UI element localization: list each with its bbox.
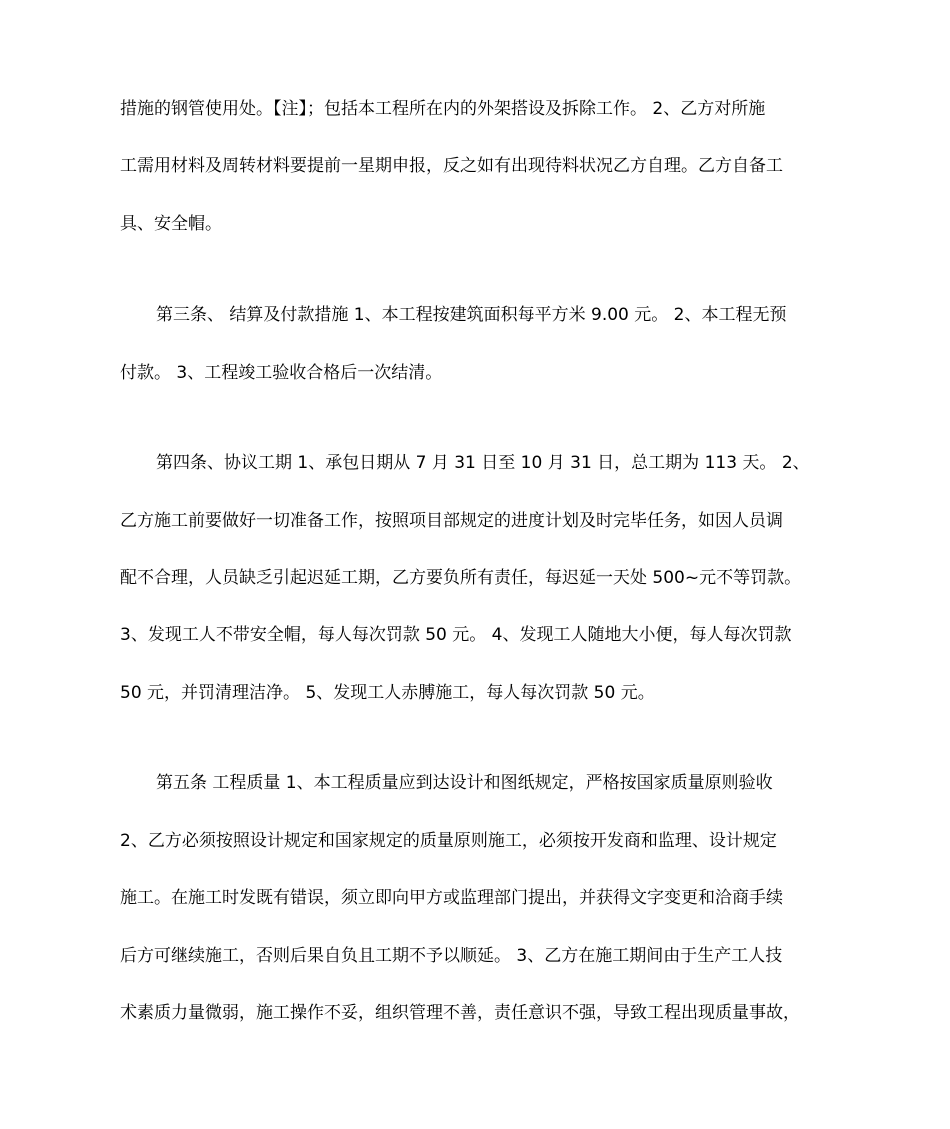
text-line [0, 942, 950, 970]
line-text: 50 元，并罚清理洁净。 5、发现工人赤膊施工，每人每次罚款 50 元。 [120, 683, 655, 703]
line-text: 配不合理，人员缺乏引起迟延工期，乙方要负所有责任，每迟延一天处 500~元不等罚款。 [120, 568, 802, 588]
line-text: 3、发现工人不带安全帽，每人每次罚款 50 元。 4、发现工人随地大小便，每人每次罚款 [120, 625, 792, 645]
text-line [0, 301, 950, 329]
line-text: 具、安全帽。 [120, 214, 222, 234]
line-text: 术素质力量微弱，施工操作不妥，组织管理不善，责任意识不强，导致工程出现质量事故， [120, 1003, 800, 1023]
line-text: 第五条 工程质量 1、本工程质量应到达设计和图纸规定，严格按国家质量原则验收 [156, 773, 773, 793]
text-line [0, 449, 950, 477]
line-text: 措施的钢管使用处。【注】；包括本工程所在内的外架搭设及拆除工作。 2、乙方对所施 [120, 99, 766, 119]
line-text: 工需用材料及周转材料要提前一星期申报，反之如有出现待料状况乙方自理。乙方自备工 [120, 156, 783, 176]
text-line [0, 152, 950, 180]
line-text: 乙方施工前要做好一切准备工作，按照项目部规定的进度计划及时完毕任务，如因人员调 [120, 511, 783, 531]
text-line [0, 679, 950, 707]
text-line [0, 210, 950, 238]
text-line [0, 884, 950, 912]
text-line [0, 507, 950, 535]
text-line [0, 999, 950, 1027]
text-line [0, 95, 950, 123]
text-line [0, 769, 950, 797]
line-text: 后方可继续施工，否则后果自负且工期不予以顺延。 3、乙方在施工期间由于生产工人技 [120, 946, 783, 966]
line-text: 第四条、协议工期 1、承包日期从 7 月 31 日至 10 月 31 日，总工期为 113 天。 2、 [156, 453, 810, 473]
text-line [0, 564, 950, 592]
line-text: 付款。 3、工程竣工验收合格后一次结清。 [120, 363, 443, 383]
line-text: 第三条、 结算及付款措施 1、本工程按建筑面积每平方米 9.00 元。 2、本工程无预 [156, 305, 787, 325]
line-text: 施工。在施工时发既有错误，须立即向甲方或监理部门提出，并获得文字变更和洽商手续 [120, 888, 783, 908]
text-line [0, 621, 950, 649]
text-line [0, 827, 950, 855]
line-text: 2、乙方必须按照设计规定和国家规定的质量原则施工，必须按开发商和监理、设计规定 [120, 831, 777, 851]
text-line [0, 359, 950, 387]
